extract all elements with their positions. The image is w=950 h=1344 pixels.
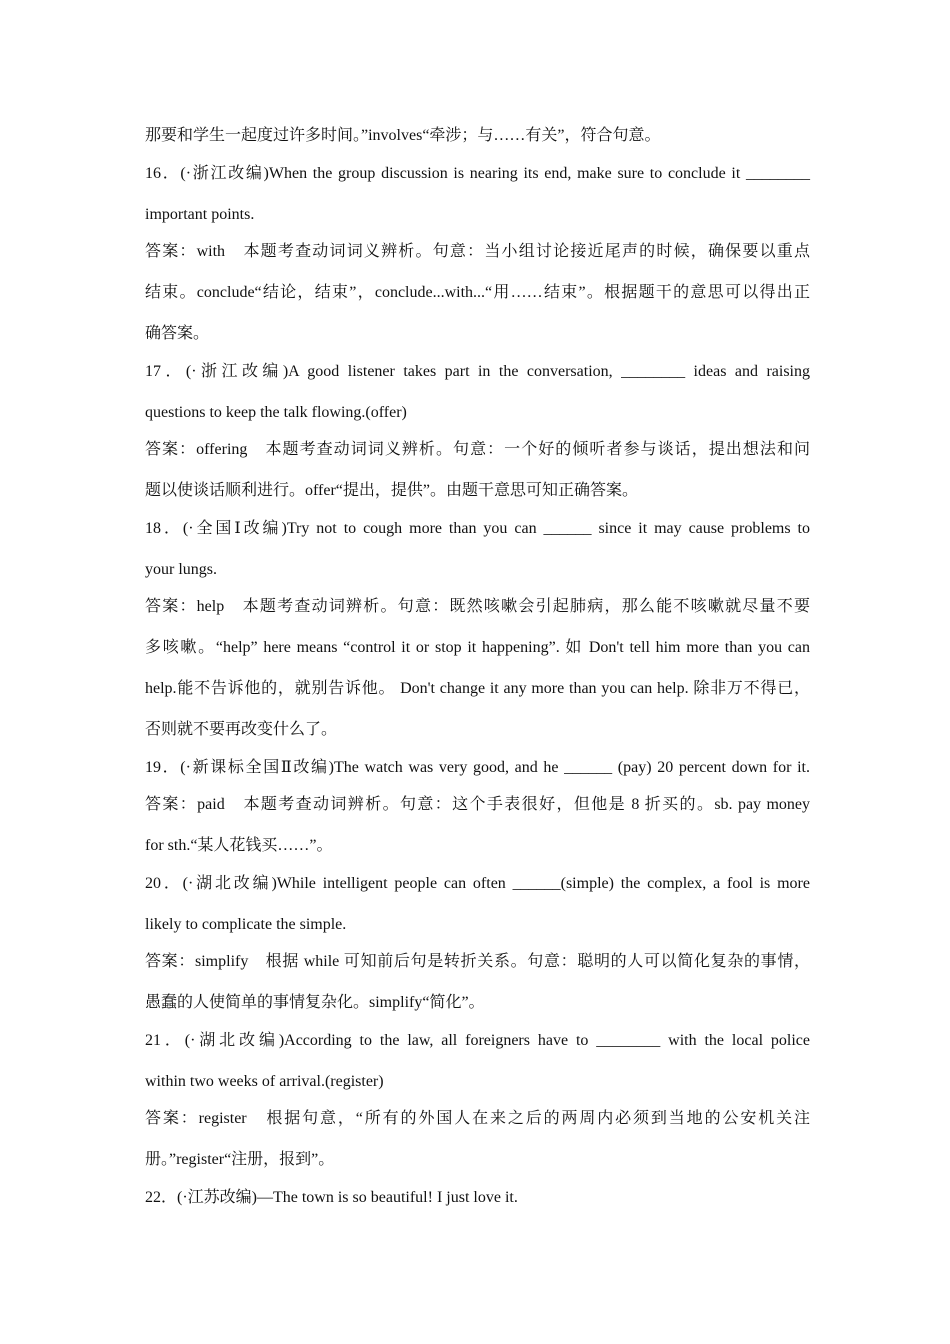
text-line: 确答案。 xyxy=(145,325,210,342)
question-17: 17．(·浙江改编)A good listener takes part in the conversation, ________ ideas and raising xyxy=(145,363,810,380)
question-18: 18．(·全国Ⅰ改编)Try not to cough more than you can ______ since it may cause problems to xyxy=(145,520,810,537)
answer-19: 答案：paid 本题考查动词辨析。句意：这个手表很好，但他是 8 折买的。sb. pay money xyxy=(145,796,810,813)
text-line: 题以使谈话顺利进行。offer“提出，提供”。由题干意思可知正确答案。 xyxy=(145,482,639,499)
answer-17: 答案：offering 本题考查动词词义辨析。句意：一个好的倾听者参与谈话，提出想法和问 xyxy=(145,441,810,458)
text-line: help.能不告诉他的，就别告诉他。 Don't change it any more than you can help. 除非万不得已， xyxy=(145,680,810,697)
answer-20: 答案：simplify 根据 while 可知前后句是转折关系。句意：聪明的人可以简化复杂的事情， xyxy=(145,953,810,970)
text-line: for sth.“某人花钱买……”。 xyxy=(145,837,333,854)
text-line: 那要和学生一起度过许多时间。”involves“牵涉；与……有关”，符合句意。 xyxy=(145,127,661,144)
text-line: 愚蠢的人使简单的事情复杂化。simplify“简化”。 xyxy=(145,994,485,1011)
text-line: likely to complicate the simple. xyxy=(145,916,347,933)
text-line: 否则就不要再改变什么了。 xyxy=(145,721,338,738)
text-line: within two weeks of arrival.(register) xyxy=(145,1073,384,1090)
text-line: 册。”register“注册，报到”。 xyxy=(145,1151,335,1168)
text-line: 结束。conclude“结论，结束”，conclude...with...“用……结束”。根据题干的意思可以得出正 xyxy=(145,284,810,301)
question-20: 20．(·湖北改编)While intelligent people can often ______(simple) the complex, a fool is more xyxy=(145,875,810,892)
text-line: important points. xyxy=(145,206,255,223)
question-22: 22．(·江苏改编)—The town is so beautiful! I just love it. xyxy=(145,1189,518,1206)
answer-18: 答案：help 本题考查动词辨析。句意：既然咳嗽会引起肺病，那么能不咳嗽就尽量不要 xyxy=(145,598,810,615)
text-line: 多咳嗽。“help” here means “control it or stop it happening”. 如 Don't tell him more than you can xyxy=(145,639,810,656)
question-21: 21．(·湖北改编)According to the law, all foreigners have to ________ with the local police xyxy=(145,1032,810,1049)
text-line: questions to keep the talk flowing.(offer) xyxy=(145,404,407,421)
question-19: 19．(·新课标全国Ⅱ改编)The watch was very good, and he ______ (pay) 20 percent down for it. xyxy=(145,759,810,776)
answer-16: 答案：with 本题考查动词词义辨析。句意：当小组讨论接近尾声的时候，确保要以重点 xyxy=(145,243,810,260)
text-line: your lungs. xyxy=(145,561,217,578)
question-16: 16．(·浙江改编)When the group discussion is nearing its end, make sure to conclude it ________ xyxy=(145,165,810,182)
answer-21: 答案：register 根据句意，“所有的外国人在来之后的两周内必须到当地的公安机关注 xyxy=(145,1110,810,1127)
